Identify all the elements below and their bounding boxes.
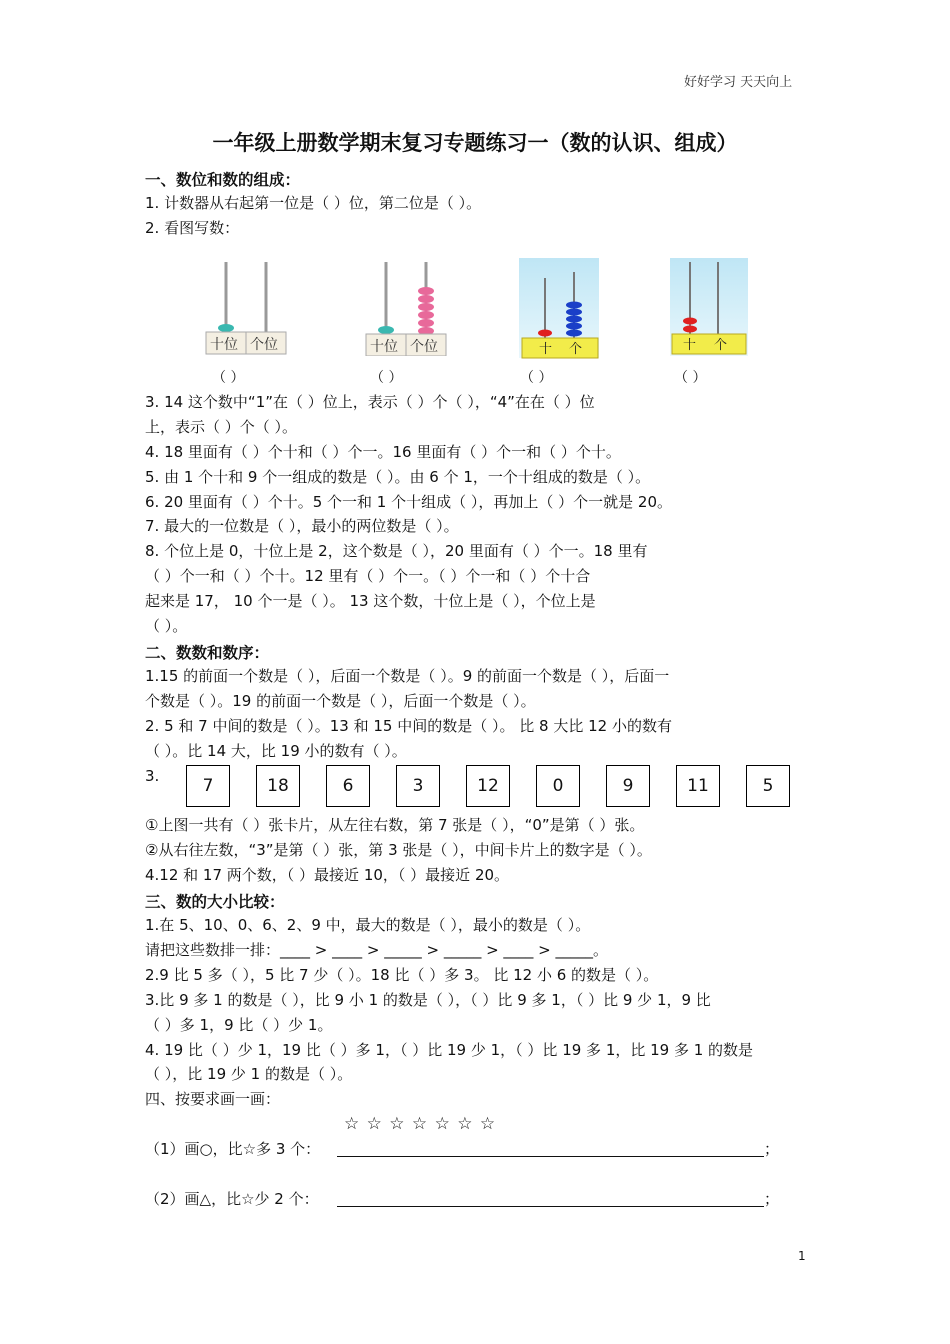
stars-row: ☆ ☆ ☆ ☆ ☆ ☆ ☆	[344, 1114, 497, 1134]
s2-line-2: 个数是（ ）。19 的前面一个数是（ ），后面一个数是（ ）。	[145, 692, 536, 710]
number-card: 6	[326, 765, 370, 807]
abacus-2-tens-label: 十位	[370, 339, 398, 355]
s2-after-1: ①上图一共有（ ）张卡片，从左往右数，第 7 张是（ ），“0”是第（ ）张。	[145, 816, 645, 834]
s1-line-6: 5. 由 1 个十和 9 个一组成的数是（ ）。由 6 个 1，一个十组成的数是（ ）。	[145, 468, 651, 486]
number-card: 7	[186, 765, 230, 807]
abacus-image-3	[519, 258, 599, 360]
s2-after-2: ②从右往左数，“3”是第（ ）张，第 3 张是（ ），中间卡片上的数字是（ ）。	[145, 841, 652, 859]
draw-answer-line-2[interactable]	[337, 1206, 764, 1207]
section-3-heading: 三、数的大小比较：	[145, 893, 285, 911]
s3-line-5: （ ）多 1，9 比（ ）少 1。	[145, 1016, 333, 1034]
abacus-2-answer[interactable]: （ ）	[370, 370, 403, 386]
s2-line-5: 3.	[145, 767, 160, 785]
number-card: 0	[536, 765, 580, 807]
abacus-image-4	[670, 258, 748, 358]
abacus-3-ones-label: 个	[569, 342, 583, 357]
s1-line-3: 3. 14 这个数中“1”在（ ）位上，表示（ ）个（ ），“4”在在（ ）位	[145, 393, 595, 411]
draw-line-1-end: ；	[764, 1140, 780, 1158]
draw-answer-line-1[interactable]	[337, 1156, 764, 1157]
abacus-4-answer[interactable]: （ ）	[674, 370, 707, 386]
s3-line-2: 请把这些数排一排：____ > ____ > _____ > _____ > ____ > _____。	[145, 941, 609, 959]
s2-line-1: 1.15 的前面一个数是（ ），后面一个数是（ ）。9 的前面一个数是（ ），后面一	[145, 667, 670, 685]
s1-line-11: 起来是 17， 10 个一是（ ）。 13 这个数，十位上是（ ），个位上是	[145, 592, 596, 610]
abacus-4-ones-label: 个	[714, 338, 728, 353]
s1-line-7: 6. 20 里面有（ ）个十。5 个一和 1 个十组成（ ），再加上（ ）个一就是 20。	[145, 493, 672, 511]
s1-line-12: （ ）。	[145, 617, 188, 635]
number-card: 11	[676, 765, 720, 807]
number-card: 9	[606, 765, 650, 807]
page-title: 一年级上册数学期末复习专题练习一（数的认识、组成）	[212, 131, 738, 155]
s1-line-8: 7. 最大的一位数是（ ），最小的两位数是（ ）。	[145, 517, 459, 535]
draw-question-2: （2）画△，比☆少 2 个：	[145, 1190, 319, 1208]
s3-line-6: 4. 19 比（ ）少 1，19 比（ ）多 1，（ ）比 19 少 1，（ ）比 19 多 1，比 19 多 1 的数是	[145, 1041, 754, 1059]
abacus-3-tens-label: 十	[539, 342, 553, 357]
draw-question-1: （1）画○，比☆多 3 个：	[145, 1140, 321, 1158]
s1-line-4: 上，表示（ ）个（ ）。	[145, 418, 298, 436]
abacus-1-ones-label: 个位	[250, 337, 278, 353]
s1-line-1: 1. 计数器从右起第一位是（ ）位，第二位是（ ）。	[145, 194, 482, 212]
s2-line-4: （ ）。比 14 大，比 19 小的数有（ ）。	[145, 742, 407, 760]
abacus-1-tens-label: 十位	[210, 337, 238, 353]
s1-line-9: 8. 个位上是 0，十位上是 2，这个数是（ ），20 里面有（ ）个一。18 里有	[145, 542, 648, 560]
abacus-1-answer[interactable]: （ ）	[212, 370, 245, 386]
s3-line-4: 3.比 9 多 1 的数是（ ），比 9 小 1 的数是（ ），（ ）比 9 多 1，（ ）比 9 少 1，9 比	[145, 991, 711, 1009]
section-4-heading: 四、按要求画一画：	[145, 1090, 281, 1108]
number-card: 18	[256, 765, 300, 807]
s3-line-3: 2.9 比 5 多（ ），5 比 7 少（ ）。18 比（ ）多 3。 比 12 小 6 的数是（ ）。	[145, 966, 659, 984]
s3-line-7: （ ），比 19 少 1 的数是（ ）。	[145, 1065, 353, 1083]
draw-line-2-end: ；	[764, 1190, 780, 1208]
abacus-image-1	[204, 260, 288, 356]
abacus-image-2	[364, 260, 448, 356]
abacus-3-answer[interactable]: （ ）	[520, 370, 553, 386]
page-number: 1	[798, 1249, 806, 1263]
number-card: 12	[466, 765, 510, 807]
page-header: 好好学习 天天向上	[684, 75, 793, 90]
s1-line-10: （ ）个一和（ ）个十。12 里有（ ）个一。（ ）个一和（ ）个十合	[145, 567, 591, 585]
section-1-heading: 一、数位和数的组成：	[145, 171, 301, 189]
section-2-heading: 二、数数和数序：	[145, 644, 270, 662]
number-card: 3	[396, 765, 440, 807]
s2-after-3: 4.12 和 17 两个数，（ ）最接近 10，（ ）最接近 20。	[145, 866, 510, 884]
s1-line-5: 4. 18 里面有（ ）个十和（ ）个一。16 里面有（ ）个一和（ ）个十。	[145, 443, 621, 461]
number-card: 5	[746, 765, 790, 807]
number-cards-row	[186, 765, 810, 809]
abacus-2-ones-label: 个位	[410, 339, 438, 355]
s2-line-3: 2. 5 和 7 中间的数是（ ）。13 和 15 中间的数是（ ）。 比 8 大比 12 小的数有	[145, 717, 672, 735]
s3-line-1: 1.在 5、10、0、6、2、9 中，最大的数是（ ），最小的数是（ ）。	[145, 916, 591, 934]
s1-line-2: 2. 看图写数：	[145, 219, 240, 237]
abacus-4-tens-label: 十	[683, 338, 697, 353]
